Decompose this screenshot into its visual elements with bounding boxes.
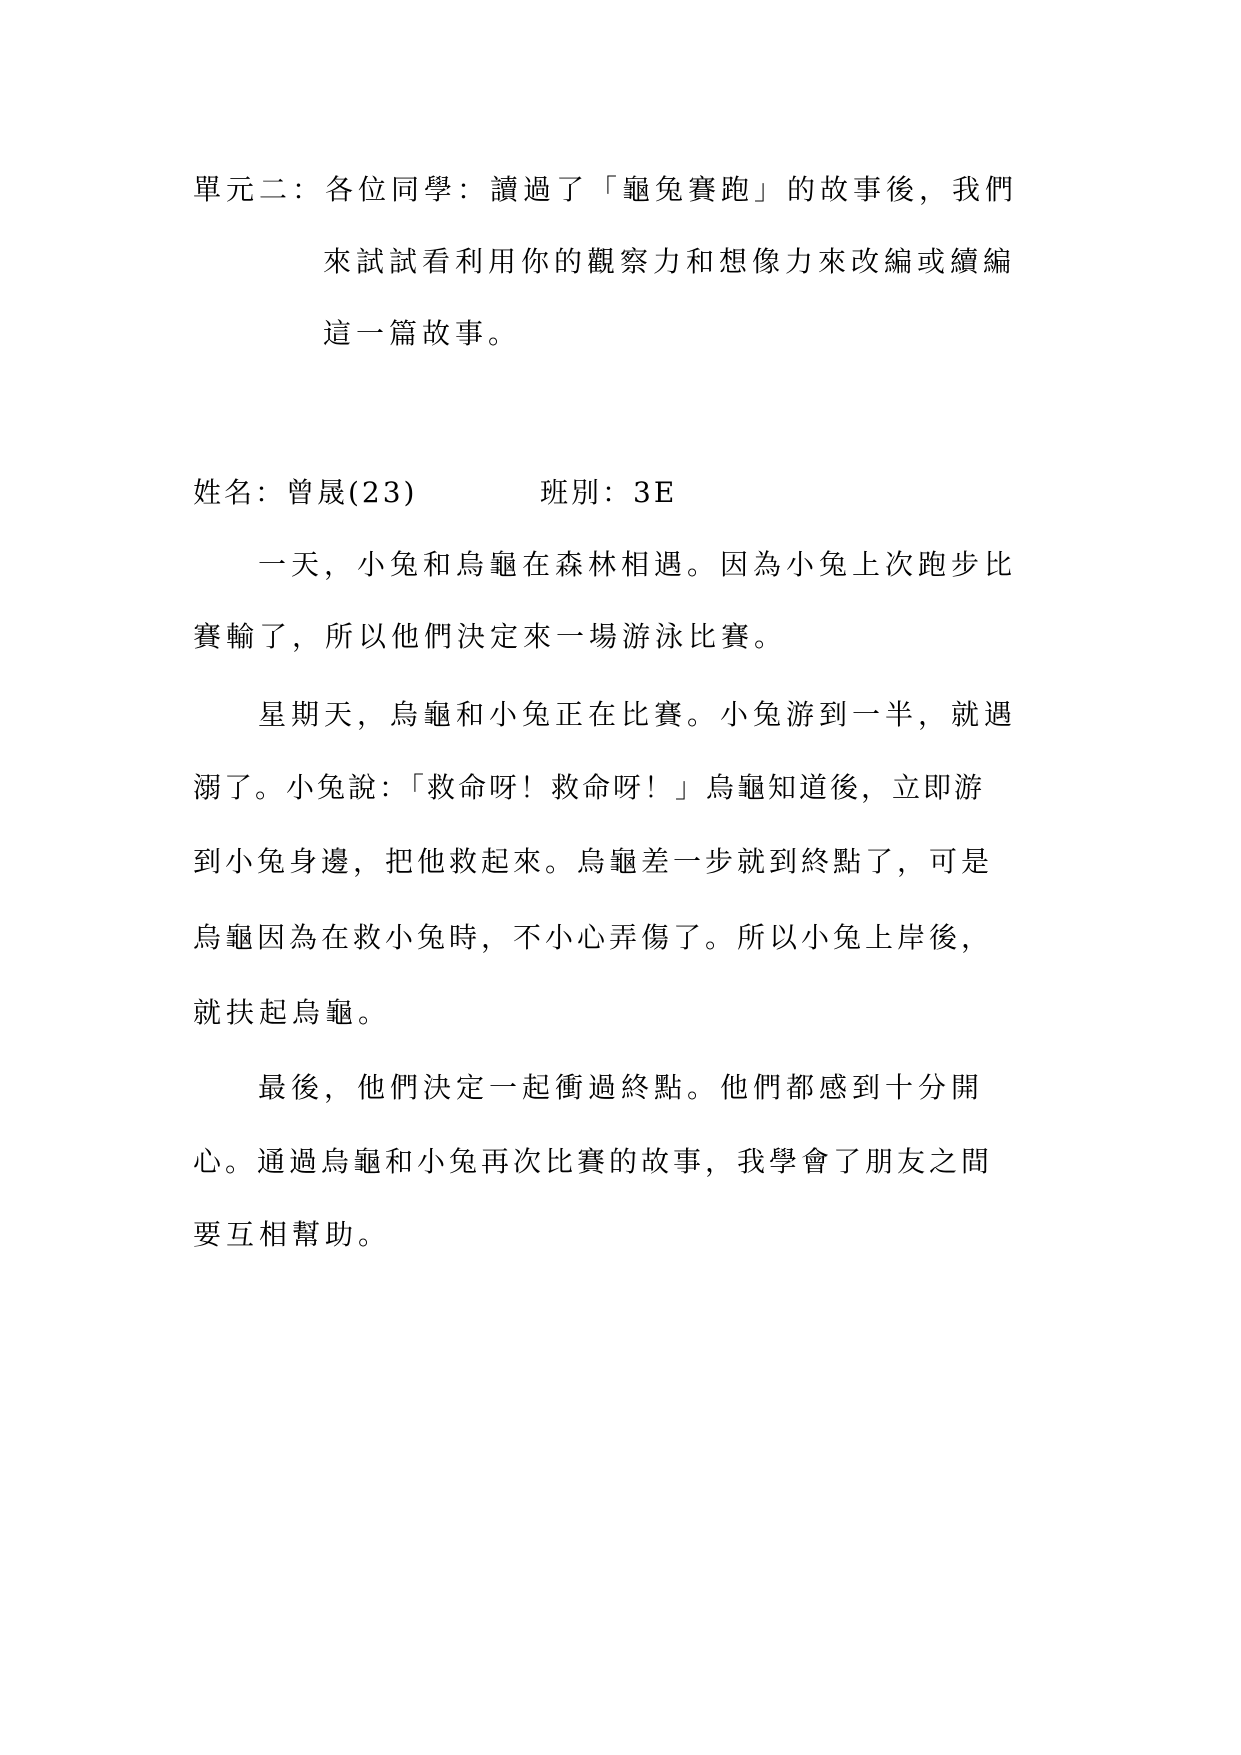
story-line: 到小兔身邊，把他救起來。烏龜差一步就到終點了，可是 <box>193 845 994 878</box>
story-line: 最後，他們決定一起衝過終點。他們都感到十分開 <box>258 1071 985 1104</box>
story-line: 烏龜因為在救小兔時，不小心弄傷了。所以小兔上岸後， <box>193 921 994 954</box>
story-line: 溺了。小兔說：「救命呀！救命呀！」烏龜知道後，立即游 <box>193 771 986 804</box>
student-name: 姓名：曾晟(23) <box>193 476 418 509</box>
story-line: 就扶起烏龜。 <box>193 996 392 1029</box>
assignment-line-2: 來試試看利用你的觀察力和想像力來改編或續編 <box>323 245 1017 278</box>
assignment-line-1: 單元二：各位同學：讀過了「龜兔賽跑」的故事後，我們 <box>193 173 1019 206</box>
story-line: 一天，小兔和烏龜在森林相遇。因為小兔上次跑步比 <box>258 548 1018 581</box>
story-line: 心。通過烏龜和小兔再次比賽的故事，我學會了朋友之間 <box>193 1145 994 1178</box>
student-class: 班別：3E <box>540 476 678 509</box>
story-line: 星期天，烏龜和小兔正在比賽。小兔游到一半，就遇 <box>258 698 1018 731</box>
story-line: 賽輸了，所以他們決定來一場游泳比賽。 <box>193 620 788 653</box>
assignment-line-3: 這一篇故事。 <box>323 317 522 350</box>
story-line: 要互相幫助。 <box>193 1218 392 1251</box>
